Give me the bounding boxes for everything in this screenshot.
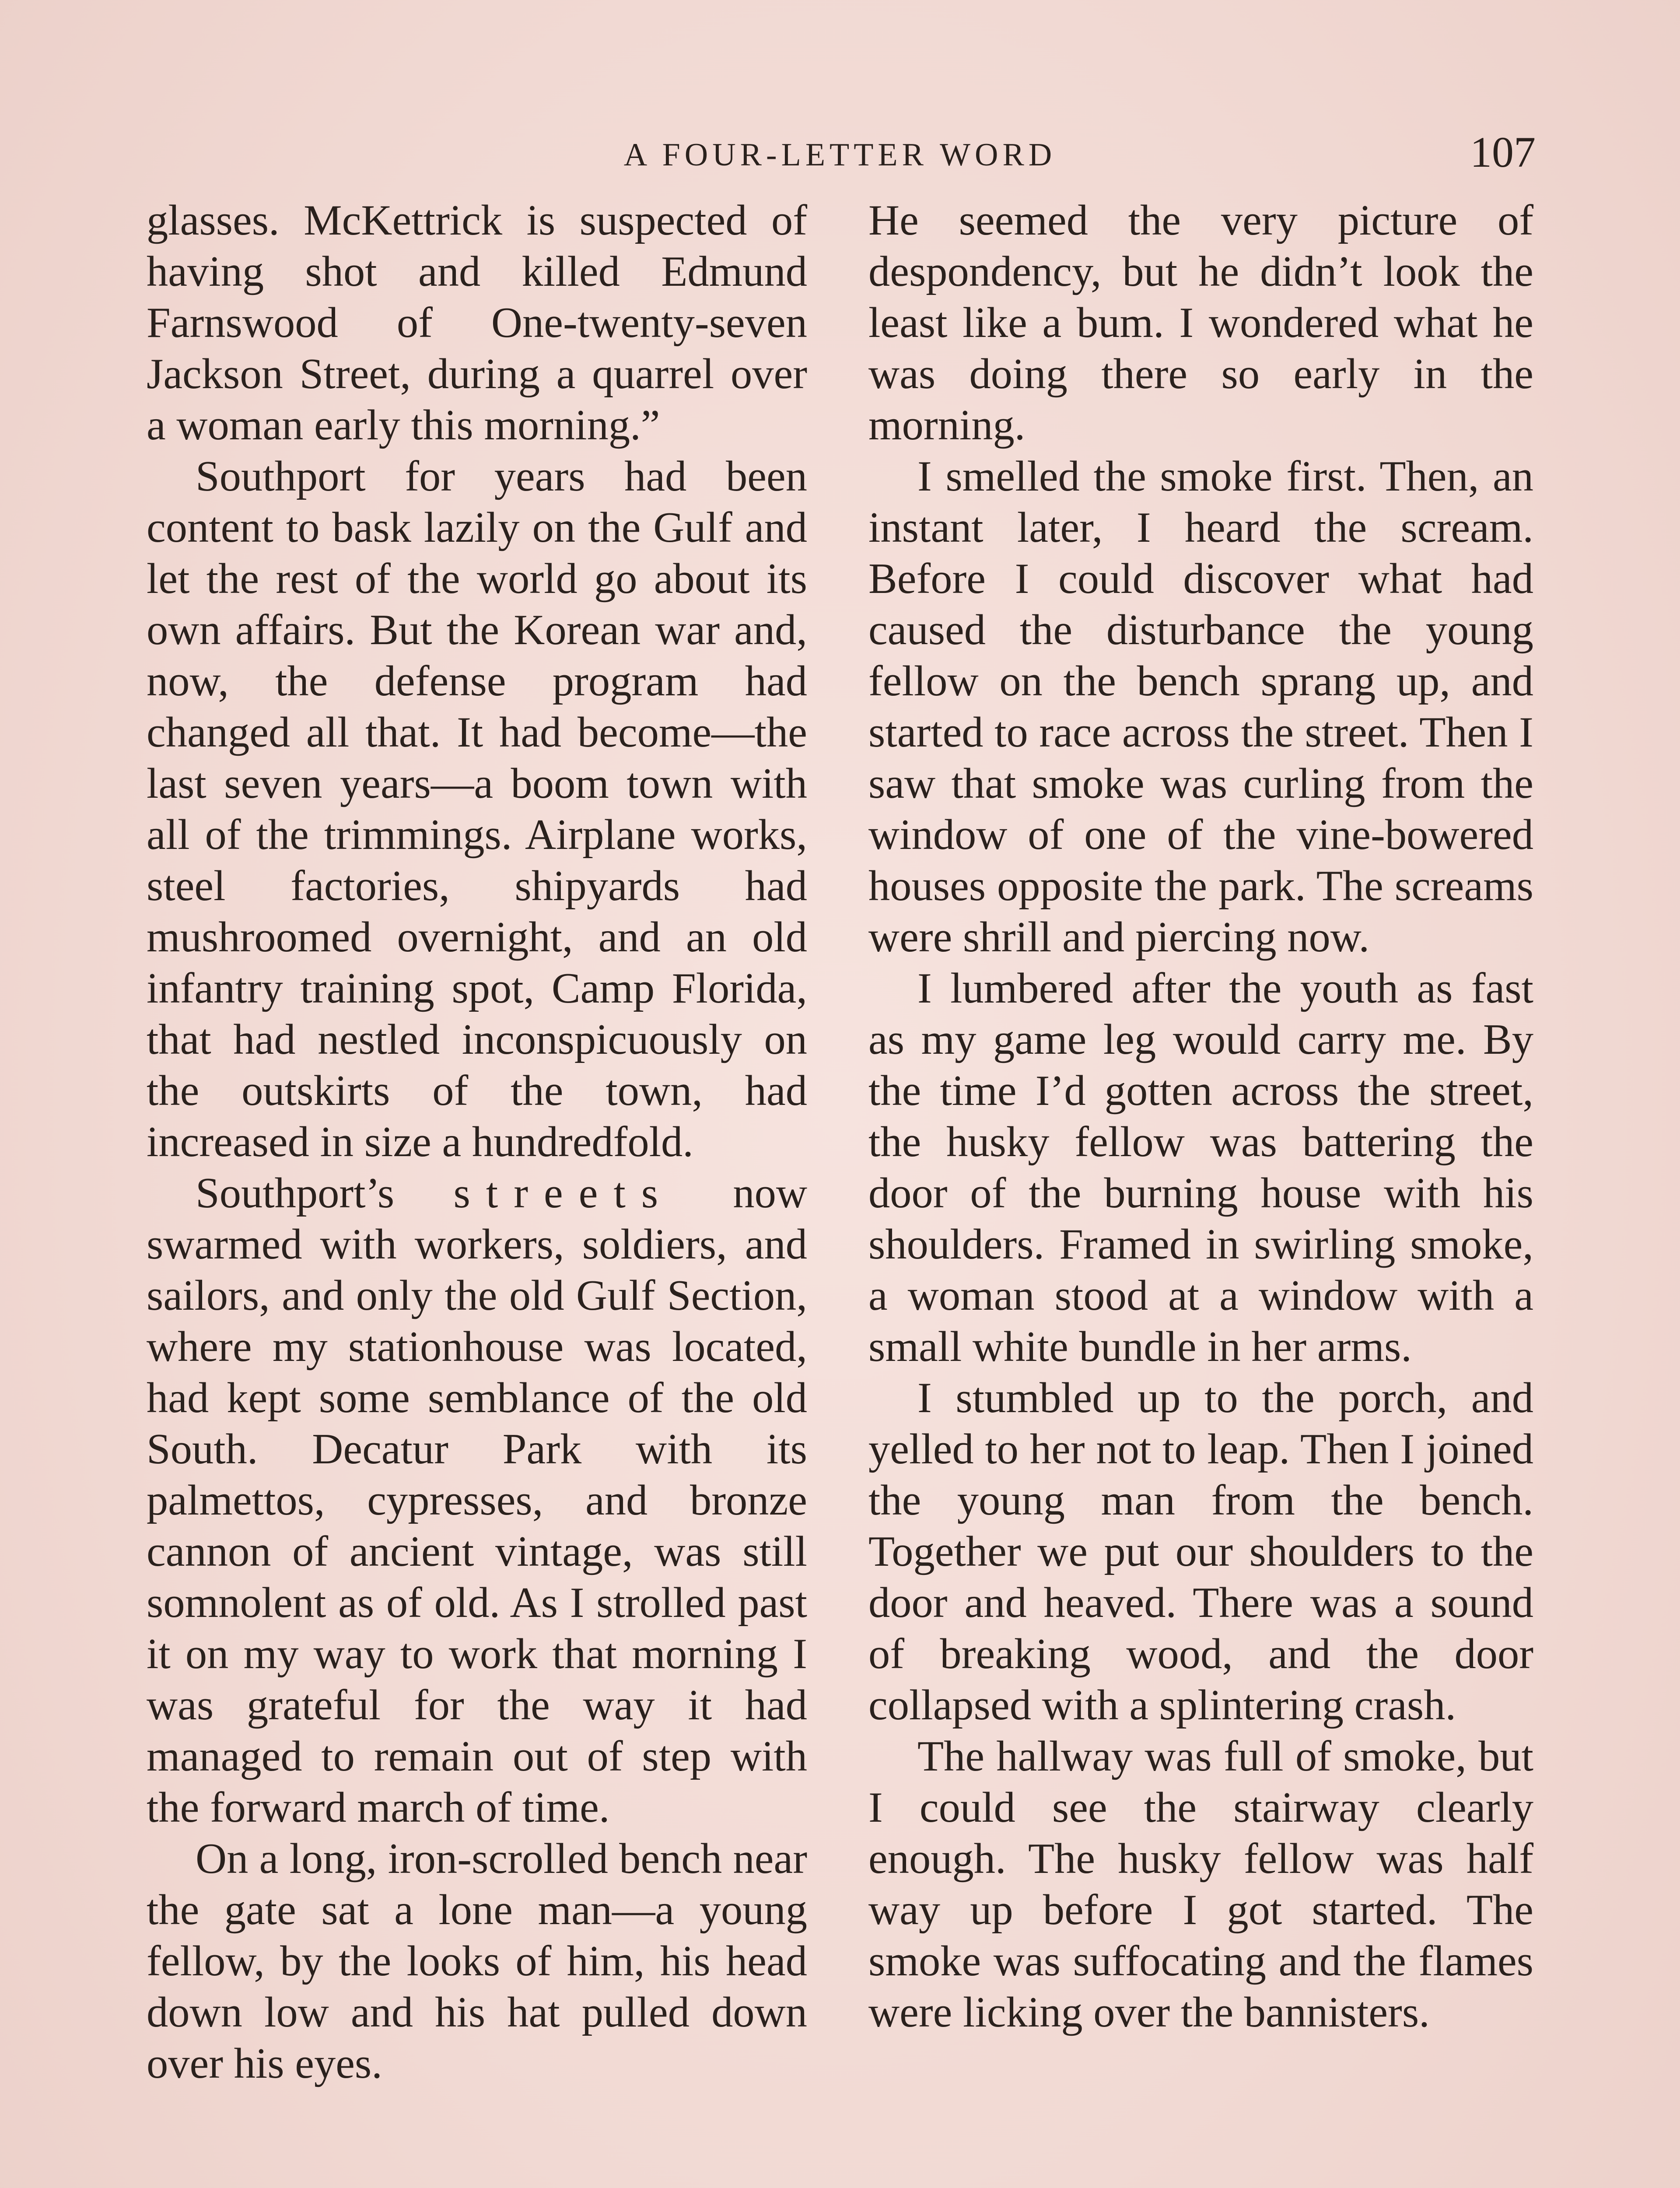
page-number: 107 bbox=[1470, 128, 1536, 176]
paragraph: Southport for years had been content to bask lazily on the Gulf and let the rest of the world go about its own affairs. But the Korean war and, now, the defense program had changed all that. It had become—the last seven years—a boom town with all of the trimmings. Airplane works, steel factories, shipyards had mushroomed overnight, and an old infantry training spot, Camp Florida, that had nestled inconspicuously on the outskirts of the town, had increased in size a hundredfold. bbox=[147, 452, 807, 1166]
left-text-column bbox=[147, 195, 807, 2089]
paragraph: I lumbered after the youth as fast as my game leg would carry me. By the time I’d gotten across the street, the husky fellow was battering the door of the burning house with his shoulders. Framed in swirling smoke, a woman stood at a window with a small white bundle in her arms. bbox=[868, 964, 1533, 1371]
running-title: A FOUR-LETTER WORD bbox=[623, 137, 1057, 173]
paragraph: glasses. McKettrick is suspected of having shot and killed Edmund Farnswood of One-twenty-seven Jackson Street, during a quarrel over a woman early this morning.” bbox=[147, 196, 807, 449]
right-text-column bbox=[868, 195, 1533, 2038]
paragraph-text: Southport’s bbox=[196, 1169, 454, 1217]
paragraph: He seemed the very picture of despondency, but he didn’t look the least like a bum. I wondered what he was doing there so early in the morning. bbox=[868, 196, 1533, 449]
paragraph: I stumbled up to the porch, and yelled to her not to leap. Then I joined the young man from the bench. Together we put our shoulders to the door and heaved. There was a sound of breaking wood, and the door collapsed with a splintering crash. bbox=[868, 1374, 1533, 1729]
paragraph: On a long, iron-scrolled bench near the gate sat a lone man—a young fellow, by the looks of him, his head down low and his hat pulled down over his eyes. bbox=[147, 1835, 807, 2087]
paragraph: The hallway was full of smoke, but I could see the stairway clearly enough. The husky fellow was half way up before I got started. The smoke was suffocating and the flames were licking over the bannisters. bbox=[868, 1732, 1533, 2036]
paragraph bbox=[147, 1168, 807, 1833]
spaced-word: streets bbox=[453, 1169, 674, 1217]
paragraph: I smelled the smoke first. Then, an instant later, I heard the scream. Before I could discover what had caused the disturbance the young fellow on the bench sprang up, and started to race across the street. Then I saw that smoke was curling from the window of one of the vine-bowered houses opposite the park. The screams were shrill and piercing now. bbox=[868, 452, 1533, 961]
page-header bbox=[144, 127, 1536, 175]
paragraph-text: now swarmed with workers, soldiers, and sailors, and only the old Gulf Section, where my stationhouse was located, had kept some semblance of the old South. Decatur Park with its palmettos, cypresses, and bronze cannon of ancient vintage, was still somnolent as of old. As I strolled past it on my way to work that morning I was grateful for the way it had managed to remain out of step with the forward march of time. bbox=[147, 1169, 808, 1831]
